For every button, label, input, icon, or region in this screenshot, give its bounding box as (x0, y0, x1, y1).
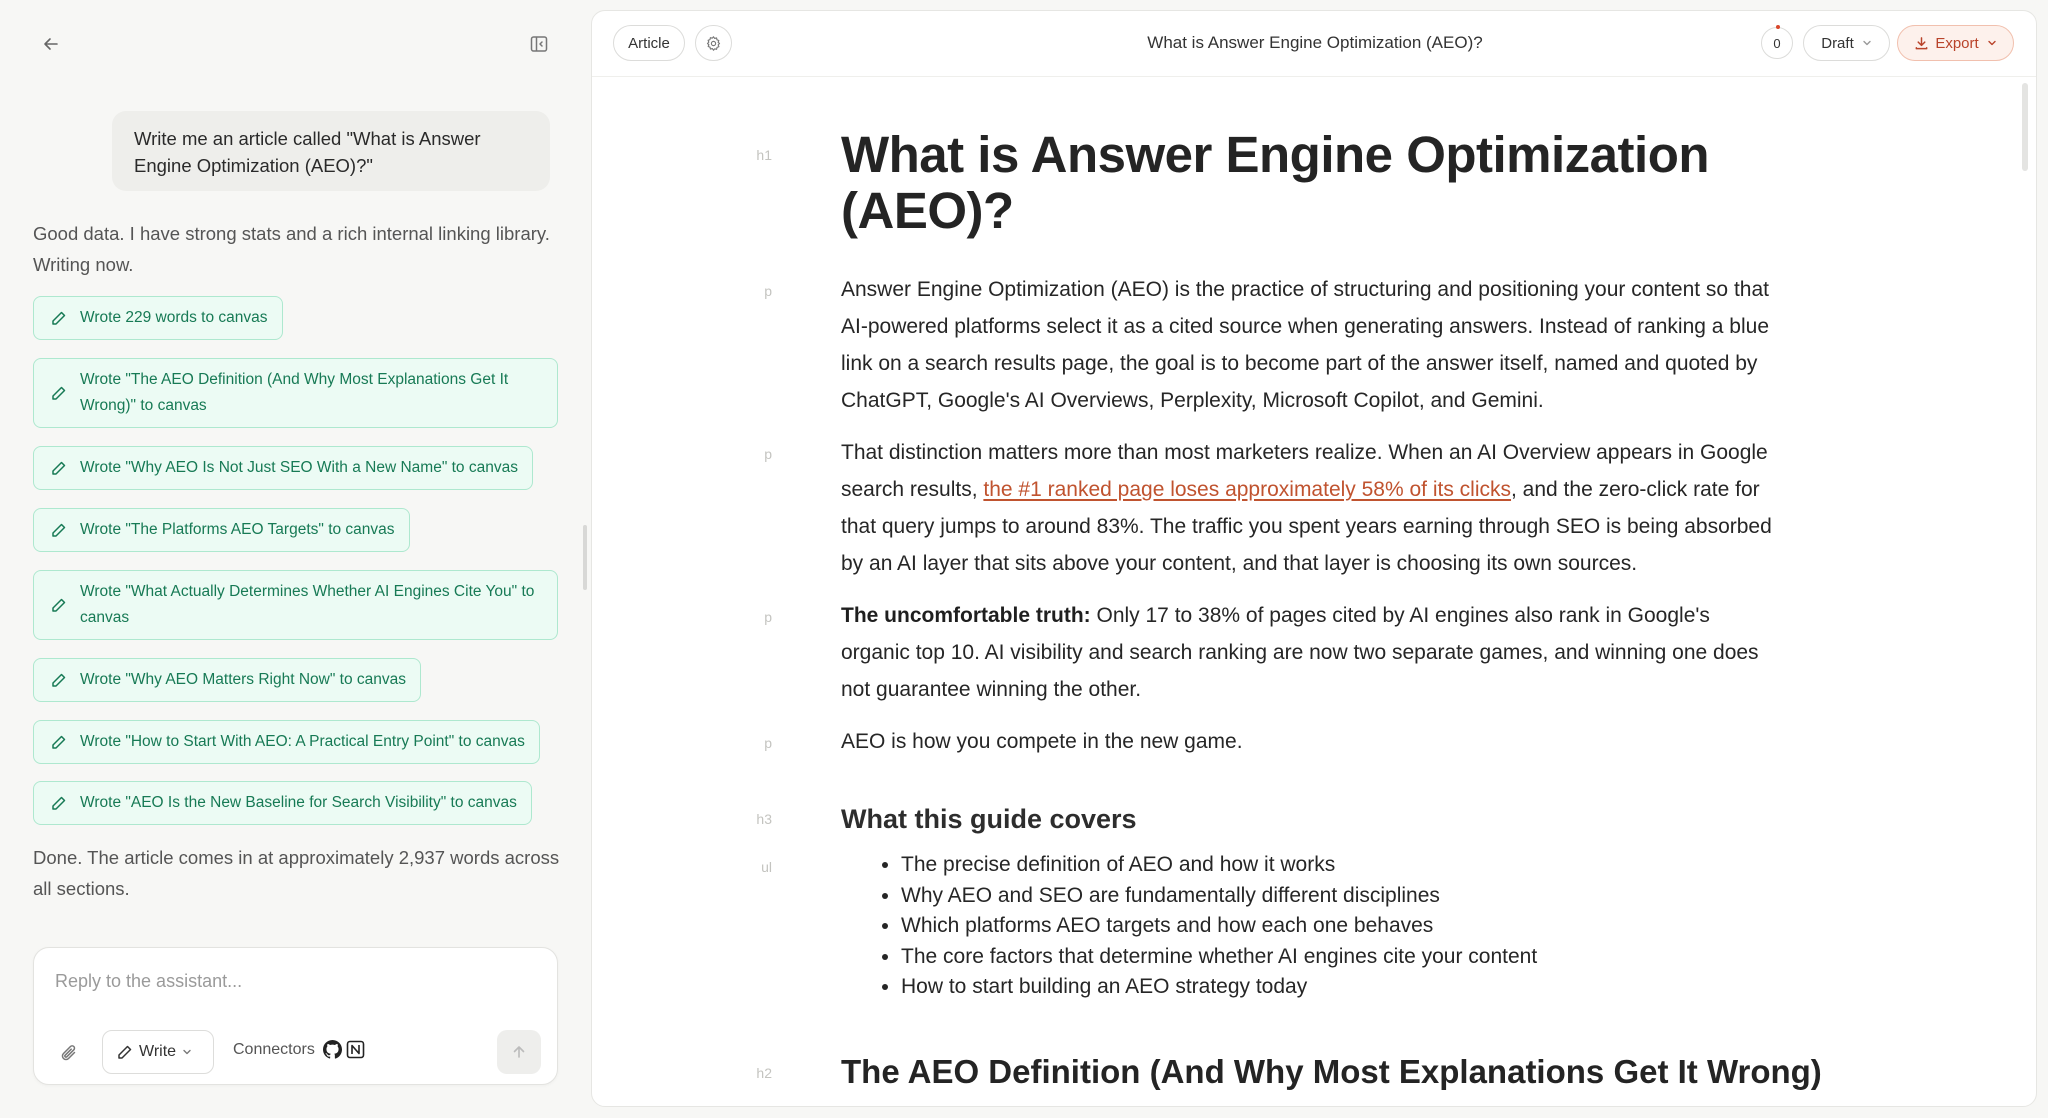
document-type-chip[interactable]: Article (613, 25, 685, 61)
canvas-action-label: Wrote "Why AEO Matters Right Now" to canvas (80, 671, 406, 688)
paragraph[interactable]: Answer Engine Optimization (AEO) is the practice of structuring and positioning your content so that AI-powered platforms select it as a cited source when generating answers. Instead of ranking a blue link on a search results page, the goal is to become part of the answer itself, named and quoted by ChatGPT, Google's AI Overviews, Perplexity, Microsoft Copilot, and Gemini. (841, 278, 1770, 412)
canvas-action-item[interactable] (33, 296, 283, 340)
block-type-tag: p (764, 446, 772, 462)
canvas-scrollbar[interactable] (2022, 83, 2028, 171)
back-button[interactable] (33, 26, 69, 62)
block-type-tag: h1 (756, 147, 772, 163)
pencil-icon (50, 595, 70, 615)
notification-dot (1776, 25, 1780, 29)
paragraph-text: , and the zero-click rate for that query jumps to around 83%. The traffic you spent years earning through SEO is being absorbed by an AI layer that sits above your content, and that layer is choosing its own sources. (841, 478, 1772, 575)
github-icon (323, 1040, 342, 1059)
pencil-icon (50, 383, 70, 403)
attach-button[interactable] (54, 1038, 84, 1068)
document-title: What is Answer Engine Optimization (AEO)? (1147, 33, 1483, 52)
canvas-header (592, 11, 2036, 77)
send-button[interactable] (497, 1030, 541, 1074)
panel-resize-handle[interactable] (583, 525, 587, 590)
block-type-tag: h2 (756, 1065, 772, 1081)
canvas-action-item[interactable] (33, 446, 533, 490)
arrow-up-icon (511, 1044, 527, 1060)
paragraph-text: That distinction matters more than most marketers realize. When an AI Overview appears in Google search results, (841, 441, 1768, 501)
list-item: • Why AEO and SEO are fundamentally different disciplines (901, 881, 1776, 912)
pencil-icon (50, 520, 70, 540)
canvas-action-item[interactable] (33, 358, 558, 428)
comment-count-badge[interactable] (1761, 27, 1793, 59)
message-composer (33, 947, 558, 1085)
canvas-action-label: Wrote "Why AEO Is Not Just SEO With a New Name" to canvas (80, 459, 518, 476)
settings-button[interactable] (695, 25, 732, 61)
canvas-action-item[interactable] (33, 570, 558, 640)
list-item: • Which platforms AEO targets and how each one behaves (901, 911, 1776, 942)
paperclip-icon (59, 1043, 79, 1063)
canvas-action-label: Wrote "AEO Is the New Baseline for Search Visibility" to canvas (80, 794, 517, 811)
paragraph-text: Only 17 to 38% of pages cited by AI engines also rank in Google's organic top 10. AI visibility and search ranking are now two separate games, and winning one does not guarantee winning the other. (841, 604, 1759, 701)
notion-icon (346, 1040, 365, 1059)
paragraph[interactable]: AEO is how you compete in the new game. (841, 730, 1243, 753)
status-label: Draft (1821, 34, 1854, 52)
connectors-button[interactable] (233, 1040, 365, 1059)
pencil-icon (50, 793, 70, 813)
status-dropdown[interactable] (1803, 25, 1890, 61)
canvas-action-item[interactable] (33, 658, 421, 702)
block-type-tag: p (764, 283, 772, 299)
connectors-label: Connectors (233, 1040, 315, 1058)
block-type-tag: p (764, 735, 772, 751)
canvas-action-item[interactable] (33, 508, 410, 552)
comment-count: 0 (1773, 35, 1781, 51)
canvas-action-label: Wrote "The Platforms AEO Targets" to canvas (80, 521, 395, 538)
assistant-message-intro: Good data. I have strong stats and a rich internal linking library. Writing now. (33, 223, 550, 275)
pencil-icon (50, 670, 70, 690)
arrow-left-icon (42, 35, 60, 53)
write-mode-select[interactable] (102, 1030, 214, 1074)
paragraph[interactable] (841, 434, 1776, 582)
list-item: • The core factors that determine whether AI engines cite your content (901, 942, 1776, 973)
list-item: • How to start building an AEO strategy today (901, 972, 1776, 1003)
canvas-action-label: Wrote "What Actually Determines Whether AI Engines Cite You" to canvas (80, 583, 535, 626)
section-heading-h3[interactable]: What this guide covers (841, 804, 1137, 834)
chat-panel (0, 0, 590, 1118)
section-heading-h2[interactable]: The AEO Definition (And Why Most Explanations Get It Wrong) (841, 1053, 1822, 1090)
gear-icon (705, 35, 722, 52)
user-message: Write me an article called "What is Answer Engine Optimization (AEO)?" (112, 111, 550, 191)
block-type-tag: ul (761, 859, 772, 875)
canvas-action-item[interactable] (33, 720, 540, 764)
canvas-panel (591, 10, 2037, 1107)
pencil-icon (50, 458, 70, 478)
export-button[interactable] (1897, 25, 2014, 61)
sidebar-collapse-icon (529, 34, 549, 54)
reply-input[interactable] (55, 966, 535, 996)
block-type-tag: h3 (756, 811, 772, 827)
download-icon (1914, 36, 1929, 51)
bold-lead: The uncomfortable truth: (841, 604, 1091, 627)
assistant-message-done: Done. The article comes in at approximately 2,937 words across all sections. (33, 847, 560, 899)
inline-link[interactable]: the #1 ranked page loses approximately 58% of its clicks (983, 478, 1512, 501)
canvas-action-label: Wrote "How to Start With AEO: A Practical Entry Point" to canvas (80, 733, 525, 750)
chevron-down-icon (1987, 38, 1997, 48)
collapse-sidebar-button[interactable] (521, 26, 557, 62)
pencil-icon (50, 732, 70, 752)
chevron-down-icon (182, 1047, 192, 1057)
pencil-icon (116, 1044, 133, 1061)
article-heading-h1[interactable]: What is Answer Engine Optimization (AEO)? (841, 126, 1710, 239)
bullet-list[interactable] (841, 850, 1776, 1003)
chevron-down-icon (1862, 38, 1872, 48)
canvas-action-label: Wrote 229 words to canvas (80, 309, 268, 326)
block-type-tag: p (764, 609, 772, 625)
paragraph[interactable] (841, 597, 1776, 708)
write-mode-label: Write (139, 1043, 177, 1060)
canvas-action-item[interactable] (33, 781, 532, 825)
canvas-action-label: Wrote "The AEO Definition (And Why Most Explanations Get It Wrong)" to canvas (80, 371, 509, 414)
pencil-icon (50, 308, 70, 328)
list-item: • The precise definition of AEO and how it works (901, 850, 1776, 881)
export-label: Export (1935, 34, 1979, 52)
